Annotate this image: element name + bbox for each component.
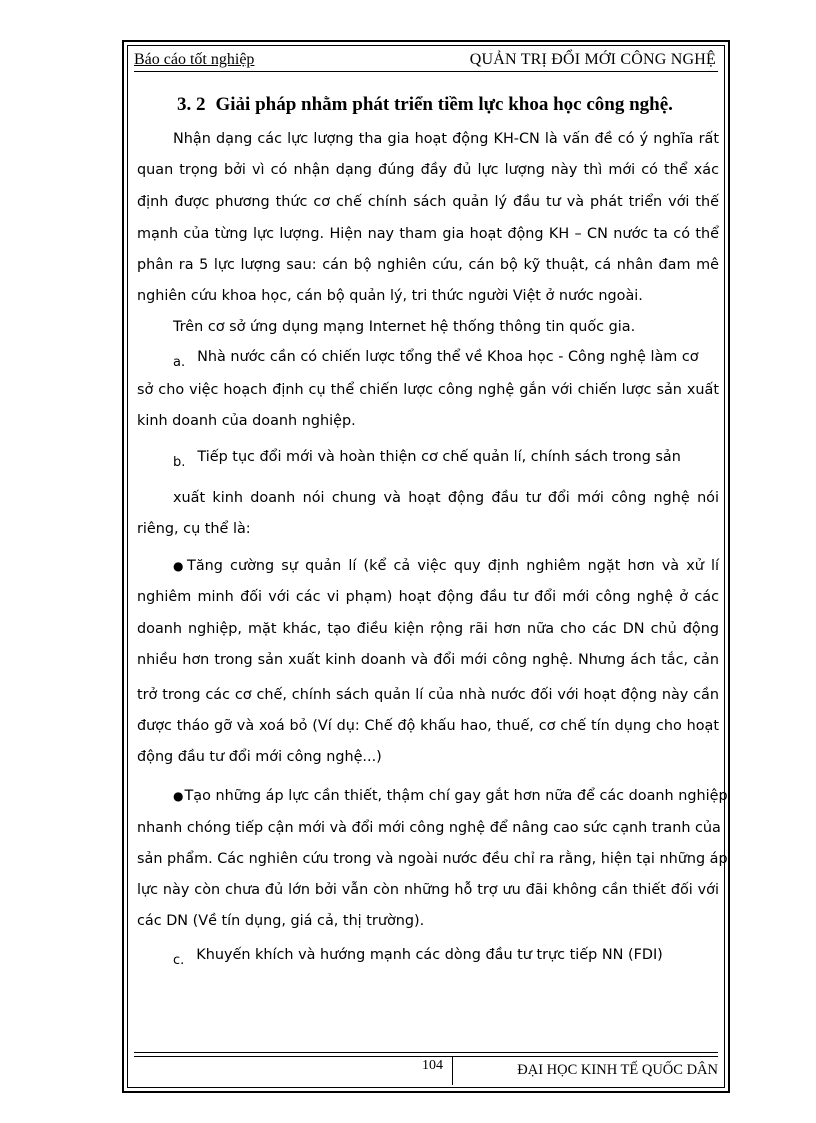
paragraph-1-line: nghiên cứu khoa học, cán bộ quản lý, tri thức người Việt ở nước ngoài. [137, 288, 643, 304]
bullet-1-line: nghiêm minh đối với các vi phạm) hoạt động đầu tư đổi mới công nghệ ở các [137, 589, 719, 605]
bullet-2-line: lực này còn chưa đủ lớn bởi vẫn còn những hỗ trợ ưu đãi không cần thiết đối với [137, 882, 719, 898]
paragraph-2: Trên cơ sở ứng dụng mạng Internet hệ thống thông tin quốc gia. [173, 319, 636, 335]
paragraph-1-line: mạnh của từng lực lượng. Hiện nay tham gia hoạt động KH – CN nước ta có thể [137, 226, 719, 242]
footer-rule [134, 1052, 718, 1053]
bullet-1-line: nhiều hơn trong sản xuất kinh doanh và đổi mới công nghệ. Nhưng ách tắc, cản [137, 652, 719, 668]
bullet-2-line [173, 786, 728, 806]
item-c-text: Khuyến khích và hướng mạnh các dòng đầu tư trực tiếp NN (FDI) [196, 947, 663, 963]
item-a-label: a. [173, 355, 186, 370]
item-a-line: sở cho việc hoạch định cụ thể chiến lược công nghệ gắn với chiến lược sản xuất [137, 382, 719, 398]
page-number: 104 [422, 1058, 443, 1073]
bullet-1-line: trở trong các cơ chế, chính sách quản lí của nhà nước đối với hoạt động này cần [137, 687, 719, 703]
item-a-line [173, 347, 719, 368]
item-b-line [173, 447, 719, 468]
bullet-1-text: Tăng cường sự quản lí (kể cả việc quy định nghiêm ngặt hơn và xử lí [187, 558, 719, 574]
paragraph-1-line: Nhận dạng các lực lượng tha gia hoạt động KH-CN là vấn đề có ý nghĩa rất [173, 131, 719, 147]
bullet-1-line: động đầu tư đổi mới công nghệ...) [137, 749, 382, 765]
item-b-line: riêng, cụ thể là: [137, 521, 251, 537]
header-right-text: QUẢN TRỊ ĐỔI MỚI CÔNG NGHỆ [469, 51, 716, 68]
section-title: Giải pháp nhằm phát triển tiềm lực khoa học công nghệ. [215, 94, 673, 115]
bullet-1-line: doanh nghiệp, mặt khác, tạo điều kiện rộng rãi hơn nữa cho các DN chủ động [137, 621, 719, 637]
header-left-text: Báo cáo tốt nghiệp [134, 51, 255, 68]
bullet-1-line: được tháo gỡ và xoá bỏ (Ví dụ: Chế độ khấu hao, thuế, cơ chế tín dụng cho hoạt [137, 718, 719, 734]
item-c-line [173, 945, 719, 966]
paragraph-1-line: quan trọng bởi vì có nhận dạng đúng đầy đủ lực lượng này thì mới có thể xác [137, 162, 719, 178]
bullet-icon: ● [173, 789, 184, 803]
item-b-line: xuất kinh doanh nói chung và hoạt động đầu tư đổi mới công nghệ nói [173, 490, 719, 506]
section-number: 3. 2 [177, 94, 206, 115]
footer-divider [452, 1057, 453, 1085]
section-heading [177, 94, 673, 116]
item-a-line: kinh doanh của doanh nghiệp. [137, 413, 356, 429]
bullet-1-line [173, 556, 719, 576]
header-rule [134, 71, 718, 72]
item-a-text: Nhà nước cần có chiến lược tổng thể về Khoa học - Công nghệ làm cơ [197, 349, 699, 365]
bullet-2-line: sản phẩm. Các nghiên cứu trong và ngoài nước đều chỉ ra rằng, hiện tại những áp [137, 851, 728, 867]
bullet-2-text: Tạo những áp lực cần thiết, thậm chí gay gắt hơn nữa để các doanh nghiệp [184, 788, 728, 804]
item-b-label: b. [173, 455, 186, 470]
paragraph-1-line: định được phương thức cơ chế chính sách quản lý đầu tư và phát triển với thế [137, 194, 719, 210]
item-b-text: Tiếp tục đổi mới và hoàn thiện cơ chế quản lí, chính sách trong sản [197, 449, 681, 465]
item-c-label: c. [173, 953, 185, 968]
bullet-icon: ● [173, 559, 187, 573]
bullet-2-line: nhanh chóng tiếp cận mới và đổi mới công nghệ để nâng cao sức cạnh tranh của [137, 820, 721, 836]
paragraph-1-line: phân ra 5 lực lượng sau: cán bộ nghiên cứu, cán bộ kỹ thuật, cá nhân đam mê [137, 257, 719, 273]
footer-right-text: ĐẠI HỌC KINH TẾ QUỐC DÂN [517, 1062, 718, 1078]
bullet-2-line: các DN (Về tín dụng, giá cả, thị trường). [137, 913, 425, 929]
